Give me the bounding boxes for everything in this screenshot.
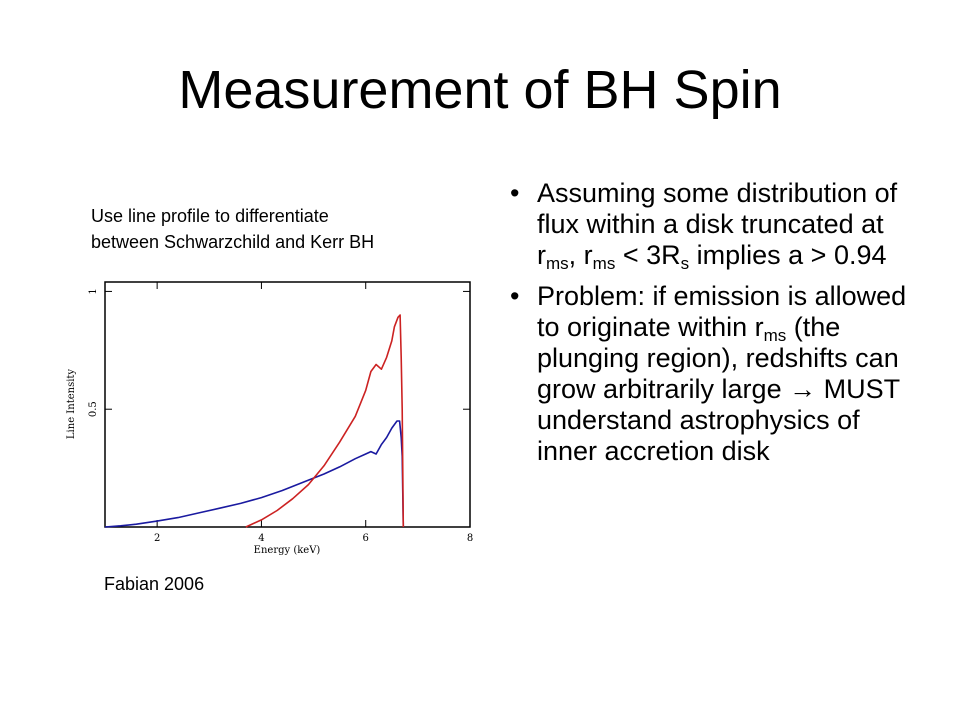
bullet-spin-constraint (510, 178, 910, 271)
bullet-mark: • (510, 281, 520, 311)
bullet-list (510, 178, 910, 477)
plot-frame (105, 282, 470, 527)
x-tick-label: 2 (153, 533, 161, 544)
bullet-mark: • (510, 178, 520, 208)
y-tick-label: 1 (88, 288, 99, 295)
slide-title: Measurement of BH Spin (178, 60, 782, 120)
bullet-1-sub-2: ms (592, 254, 616, 273)
bullet-2-sub: ms (763, 326, 787, 345)
bullet-plunging-region (510, 281, 910, 467)
right-arrow-icon: → (789, 374, 817, 404)
y-tick-label: 0.5 (88, 401, 99, 418)
bullet-2-text-3: MUST understand astrophysics of inner accretion disk (537, 374, 900, 466)
bullet-1-text: Assuming some distribution of flux within a disk truncated at r (537, 178, 898, 270)
bullet-2-text: Problem: if emission is allowed to originate within r (537, 281, 907, 342)
bullet-1-text-4: implies a > 0.94 (689, 240, 887, 270)
x-tick-label: 8 (466, 533, 474, 544)
bullet-1-text-3: < 3R (615, 240, 681, 270)
bullet-1-text-2: , r (568, 240, 593, 270)
figure-credit: Fabian 2006 (104, 574, 205, 594)
caption-line-1: Use line profile to differentiate (91, 206, 329, 226)
bullet-2-text-2: (the plunging region), redshifts can grow arbitrarily large (537, 312, 899, 404)
bullet-1-sub-3: s (680, 254, 690, 273)
y-axis-label: Line Intensity (66, 368, 77, 440)
bullet-1-sub-1: ms (546, 254, 569, 273)
line-profile-plot (62, 270, 482, 570)
x-tick-label: 4 (258, 533, 265, 544)
caption-line-2: between Schwarzchild and Kerr BH (91, 232, 375, 252)
x-tick-label: 6 (362, 533, 369, 544)
x-axis-label: Energy (keV) (253, 545, 321, 556)
figure-caption (91, 203, 481, 255)
